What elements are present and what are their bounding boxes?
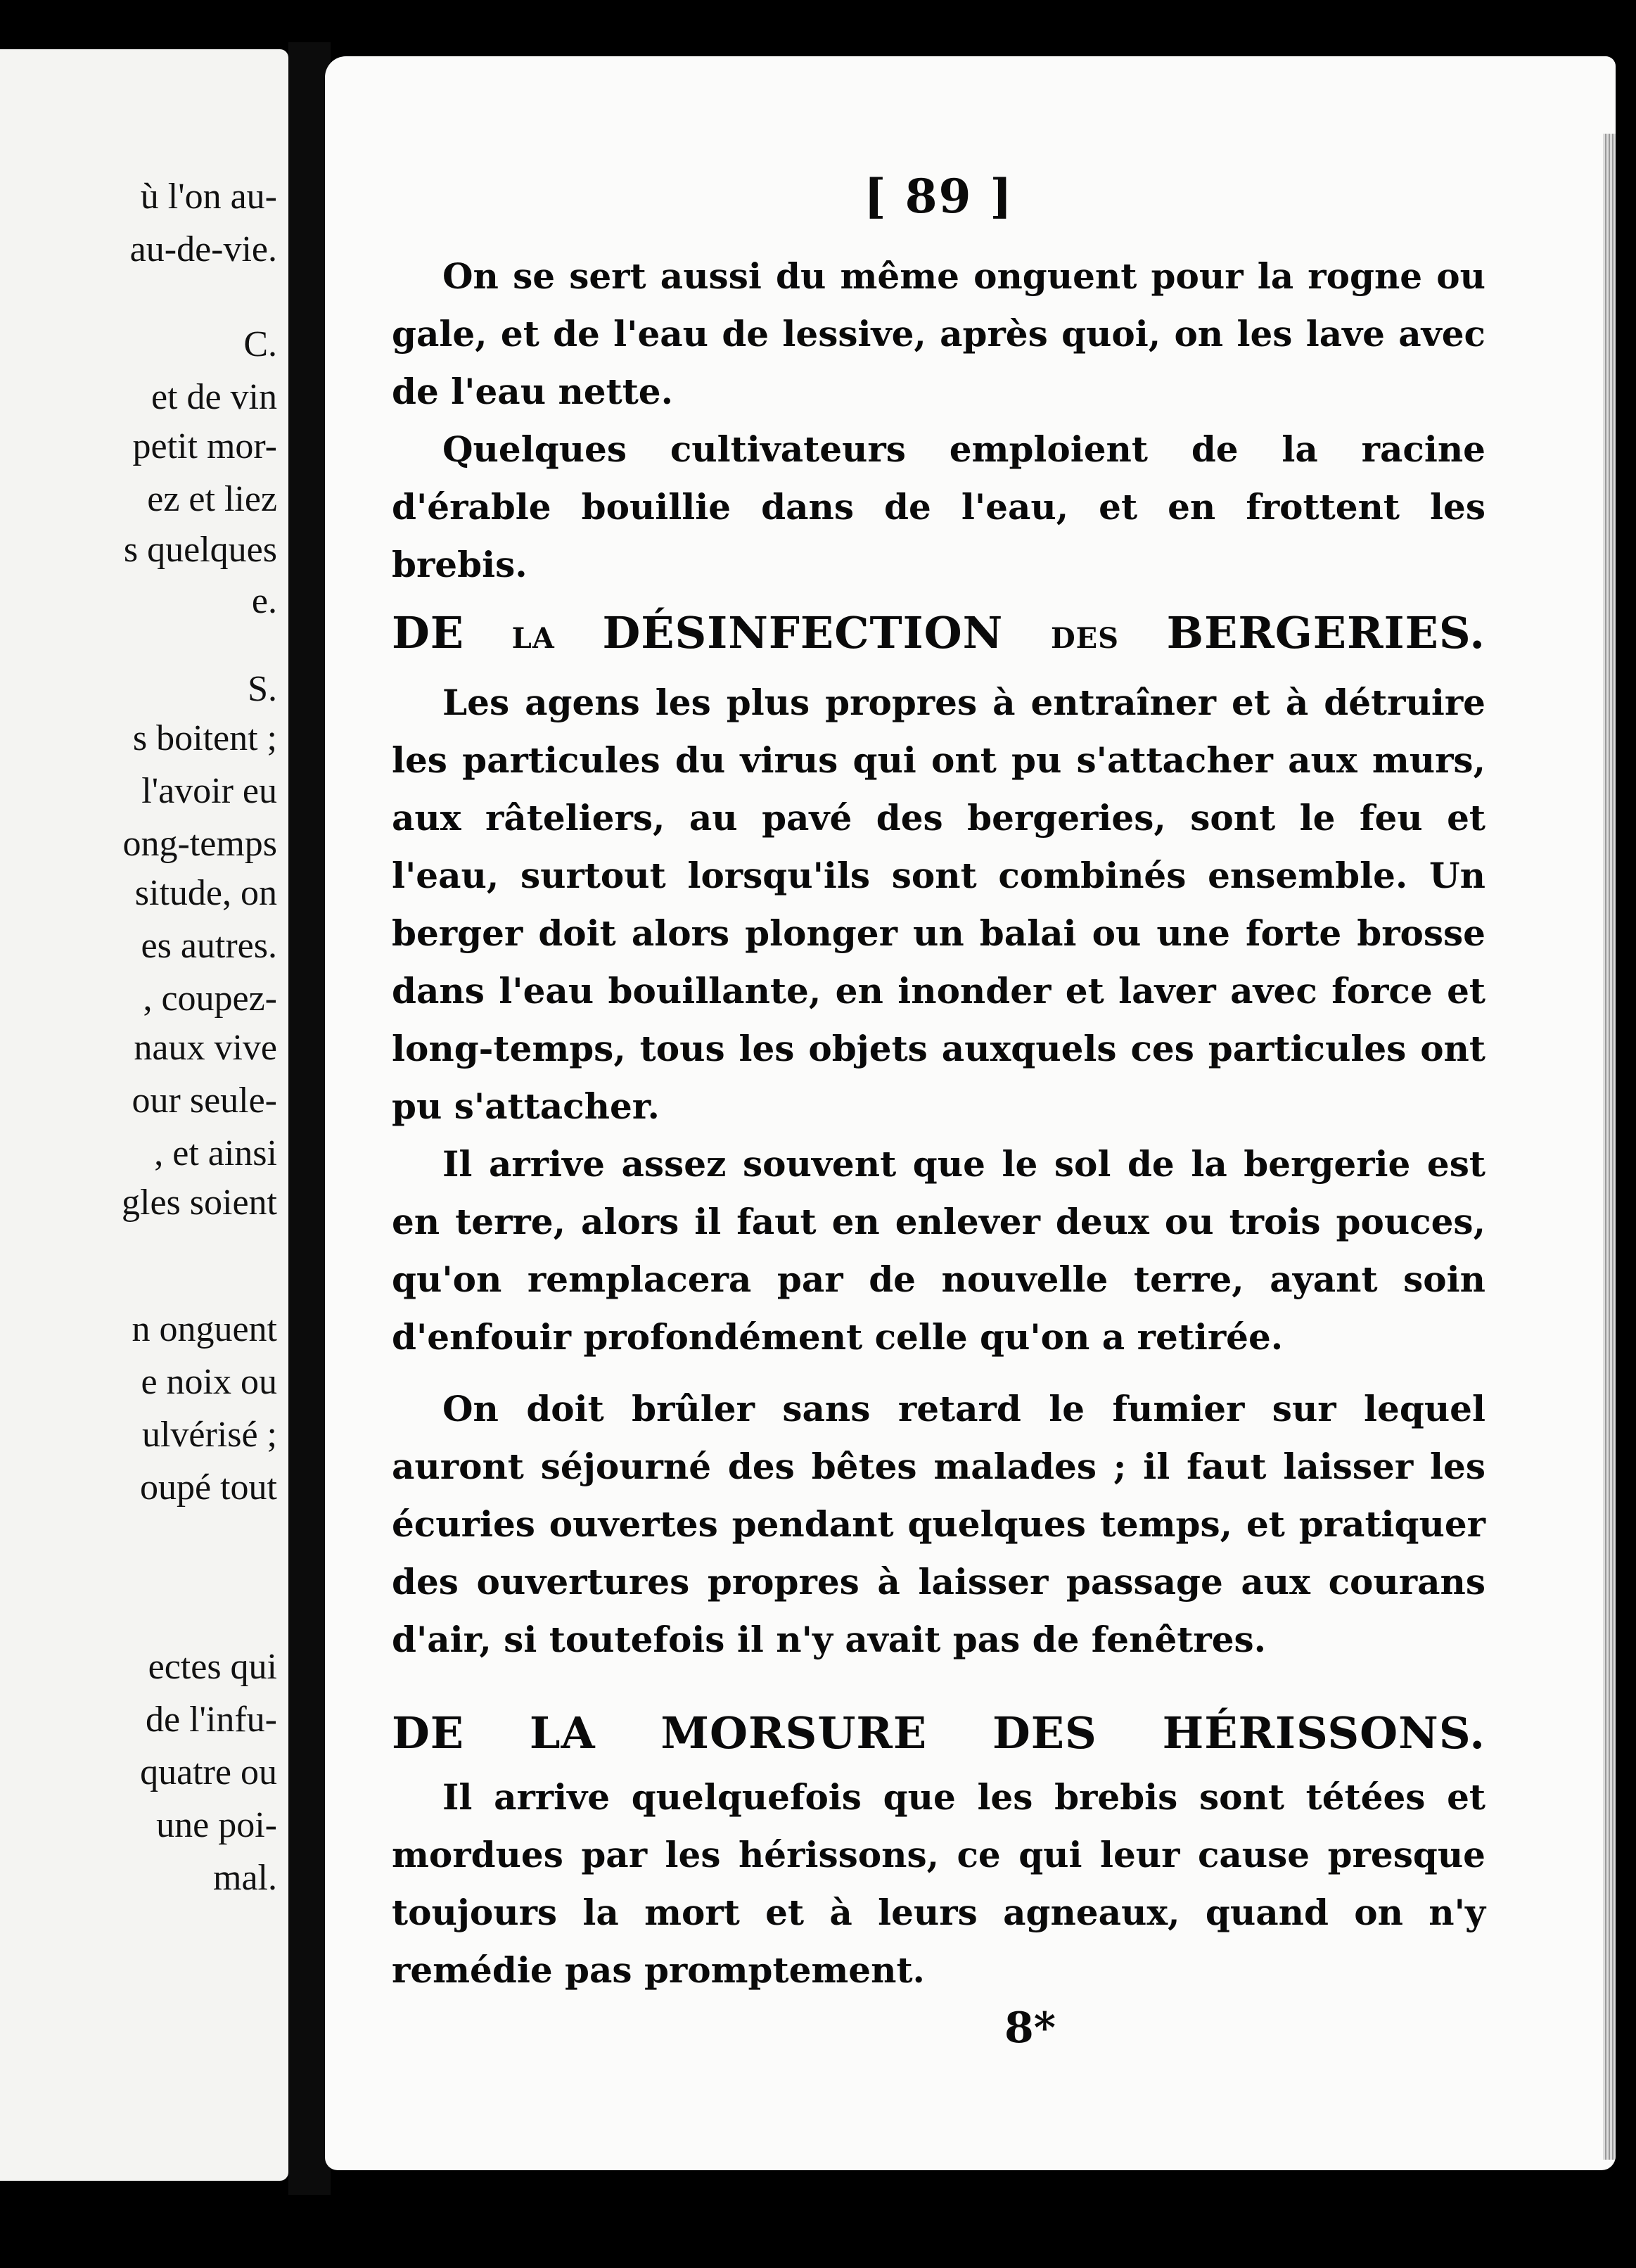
left-page-line: au-de-vie. xyxy=(129,229,277,269)
heading-small-caps: DES xyxy=(1050,622,1120,655)
left-page-line: de l'infu- xyxy=(146,1700,277,1740)
left-page-line: n onguent xyxy=(132,1309,277,1349)
page-number: [ 89 ] xyxy=(864,169,1014,224)
left-page-line: S. xyxy=(248,669,277,709)
left-page-line: s boitent ; xyxy=(132,718,277,758)
left-page-line: ez et liez xyxy=(147,479,277,519)
left-page-line: ù l'on au- xyxy=(140,177,277,217)
paragraph: On doit brûler sans retard le fumier sur lequel auront séjourné des bêtes malades ; il faut laisser les écuries ouvertes pendant quelques temps, et pratiquer des ouvertures propres à laisser passage aux courans d'air, si toutefois il n'y avait pas de fenêtres. xyxy=(392,1388,1485,1660)
left-page-line: gles soient xyxy=(122,1183,277,1223)
heading-small-caps: LA xyxy=(511,622,555,655)
right-page xyxy=(325,56,1616,2170)
left-page-line: our seule- xyxy=(132,1081,277,1121)
left-page-line: e. xyxy=(251,581,277,621)
section-heading: DE LA MORSURE DES HÉRISSONS. xyxy=(392,1707,1485,1759)
section-heading xyxy=(392,601,1485,671)
left-page-line: naux vive xyxy=(134,1028,277,1068)
left-page-line: situde, on xyxy=(134,873,277,913)
left-page-line: C. xyxy=(243,324,277,364)
paragraph: Les agens les plus propres à entraîner et à détruire les particules du virus qui ont pu s'attacher aux murs, aux râteliers, au pavé des bergeries, sont le feu et l'eau, surtout lorsqu'ils sont combinés ensemble. Un berger doit alors plonger un balai ou une forte brosse dans l'eau bouillante, en inonder et laver avec force et long-temps, tous les objets auxquels ces particules ont pu s'attacher. xyxy=(392,682,1485,1127)
heading-word: BERGERIES. xyxy=(1119,607,1485,658)
page-text xyxy=(392,169,1485,2053)
paragraph: Il arrive quelquefois que les brebis sont tétées et mordues par les hérissons, ce qui leur cause presque toujours la mort et à leurs agneaux, quand on n'y remédie pas promptement. xyxy=(392,1776,1485,1991)
left-page-line: ong-temps xyxy=(122,824,277,864)
paragraph: Quelques cultivateurs emploient de la racine d'érable bouillie dans de l'eau, et en frottent les brebis. xyxy=(392,428,1485,585)
left-page-line: ulvérisé ; xyxy=(141,1415,277,1455)
left-page-line: , coupez- xyxy=(143,979,277,1019)
left-page-line: es autres. xyxy=(141,926,277,966)
left-page-line: mal. xyxy=(213,1858,277,1898)
signature-mark: 8* xyxy=(1004,2003,1056,2053)
left-page-line: s quelques xyxy=(123,530,277,570)
left-page-line: une poi- xyxy=(156,1805,277,1845)
left-page-line: ectes qui xyxy=(148,1647,277,1687)
page-edge xyxy=(1603,134,1616,2160)
left-page-line: petit mor- xyxy=(132,426,277,466)
left-page-line: oupé tout xyxy=(140,1467,277,1508)
left-page-line: , et ainsi xyxy=(154,1133,277,1173)
book-gutter xyxy=(288,42,331,2195)
paragraph: Il arrive assez souvent que le sol de la bergerie est en terre, alors il faut en enlever deux ou trois pouces, qu'on remplacera par de nouvelle terre, ayant soin d'enfouir profondément celle qu'on a retirée. xyxy=(392,1143,1485,1358)
left-page-line: l'avoir eu xyxy=(141,771,277,811)
left-page-line: e noix ou xyxy=(141,1362,277,1402)
paragraph: On se sert aussi du même onguent pour la rogne ou gale, et de l'eau de lessive, après quoi, on les lave avec de l'eau nette. xyxy=(392,255,1485,412)
left-page-line: et de vin xyxy=(151,377,277,417)
left-page xyxy=(0,49,288,2181)
heading-word: DÉSINFECTION xyxy=(554,607,1051,658)
left-page-line: quatre ou xyxy=(140,1752,277,1792)
heading-word: DE xyxy=(392,607,512,658)
